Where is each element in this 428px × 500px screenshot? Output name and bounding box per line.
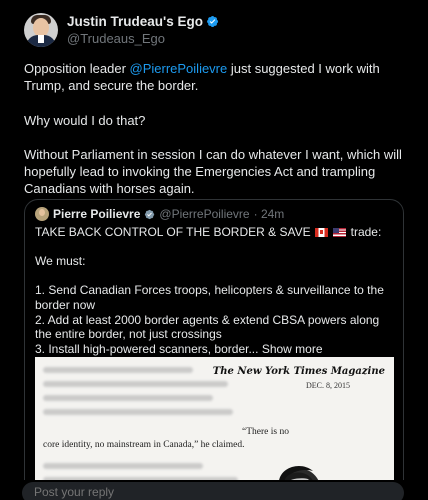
quoted-avatar[interactable] (35, 207, 49, 221)
verified-badge-icon (144, 209, 155, 220)
quoted-line: We must: (35, 254, 86, 269)
quoted-text-segment: TAKE BACK CONTROL OF THE BORDER & SAVE (35, 225, 314, 239)
tweet-paragraph-3: Without Parliament in session I can do whatever I want, which will hopefully lead to invoking the Emergencies Act and trampling Canadians with horses again. (24, 146, 402, 197)
quoted-display-name[interactable]: Pierre Poilievre (53, 207, 141, 221)
reply-box[interactable] (22, 482, 404, 500)
tweet-header (24, 12, 219, 48)
image-quote-line: “There is no (242, 427, 289, 437)
nyt-masthead: The New York Times Magazine (212, 366, 385, 377)
quoted-header (35, 207, 284, 221)
tweet-paragraph-2: Why would I do that? (24, 112, 146, 128)
image-quote-line: core identity, no mainstream in Canada,” he claimed. (43, 440, 245, 450)
author-name-row[interactable] (67, 14, 219, 29)
nyt-date: DEC. 8, 2015 (306, 381, 350, 390)
author-display-name[interactable]: Justin Trudeau's Ego (67, 14, 203, 29)
us-flag-icon (333, 228, 346, 237)
verified-badge-icon (206, 15, 219, 28)
tweet-paragraph-1 (24, 60, 409, 95)
quoted-line (35, 342, 395, 357)
show-more-link[interactable]: Show more (261, 341, 323, 356)
author-avatar[interactable] (24, 13, 58, 47)
quoted-timestamp[interactable]: · 24m (253, 207, 285, 221)
reply-input[interactable] (34, 485, 189, 499)
quoted-tweet[interactable] (24, 199, 404, 500)
quoted-line (35, 225, 395, 240)
quoted-media-image[interactable] (35, 357, 394, 500)
mention-link[interactable]: @PierrePoilievre (129, 61, 228, 76)
tweet-text-segment: just suggested I work with Trump, and secure the border. (24, 61, 380, 94)
tweet-text (24, 60, 409, 215)
quoted-line: 2. Add at least 2000 border agents & extend CBSA powers along the entire border, not just crossings (35, 312, 380, 342)
quoted-text-segment: 3. Install high-powered scanners, border... (35, 341, 259, 356)
canada-flag-icon (315, 228, 328, 237)
tweet-text-segment: Opposition leader (24, 61, 130, 76)
author-names (67, 14, 219, 46)
quoted-handle[interactable]: @PierrePoilievre (159, 207, 250, 221)
quoted-line: 1. Send Canadian Forces troops, helicopters & surveillance to the border now (35, 283, 384, 312)
author-handle[interactable]: @Trudeaus_Ego (67, 31, 165, 46)
quoted-text-segment: trade: (347, 225, 382, 239)
quoted-text (35, 225, 395, 356)
